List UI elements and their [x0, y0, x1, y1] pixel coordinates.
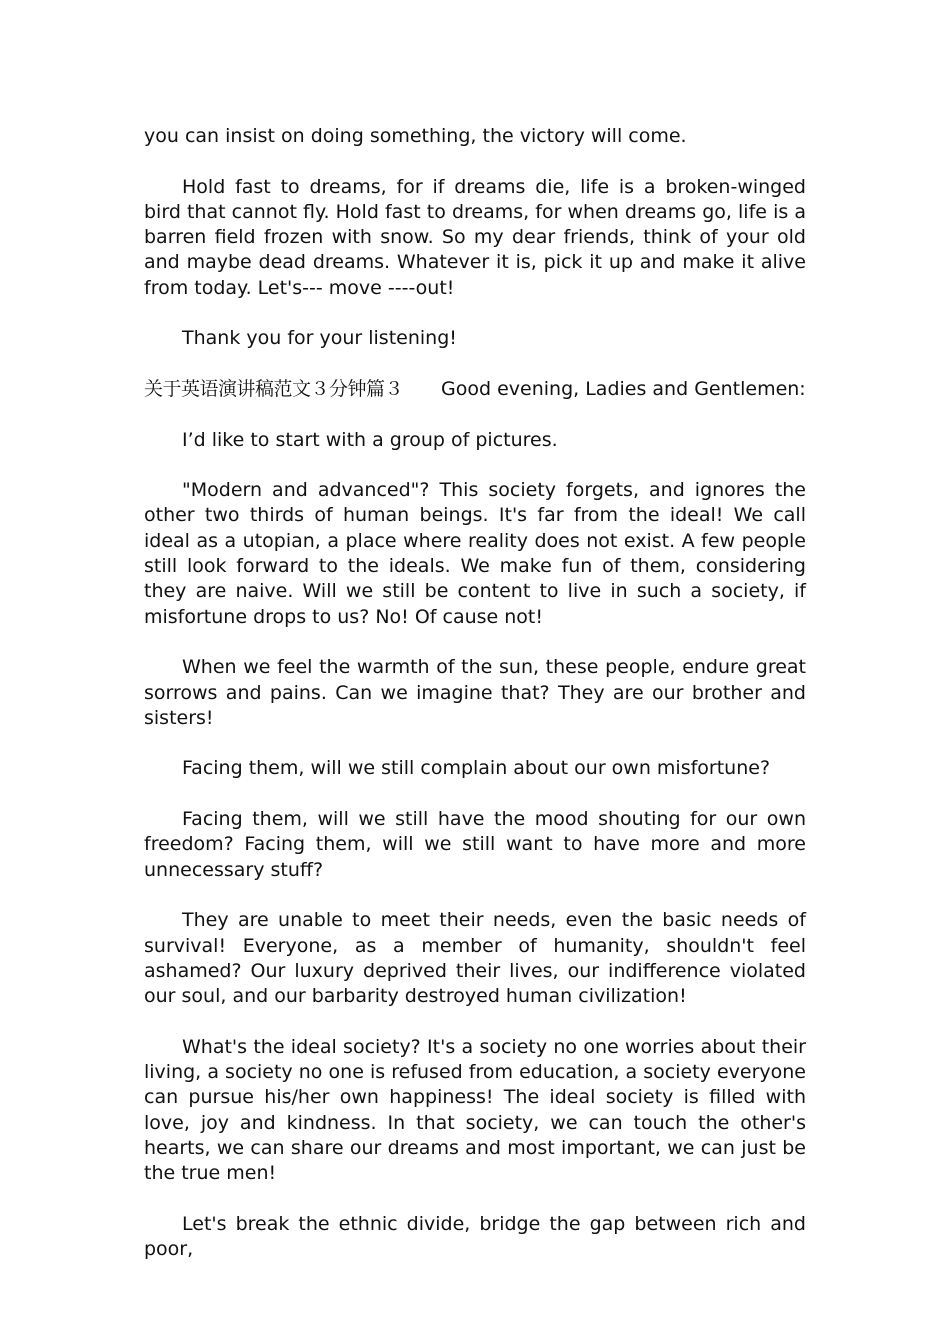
paragraph-facing-freedom: Facing them, will we still have the mood shouting for our own freedom? Facing them, will we still want to have more and more unnecessary stuff? — [144, 808, 806, 881]
paragraph-continuation: you can insist on doing something, the victory will come. — [144, 125, 687, 147]
paragraph-break-divide: Let's break the ethnic divide, bridge the gap between rich and poor, — [144, 1212, 806, 1261]
paragraph-dreams: Hold fast to dreams, for if dreams die, life is a broken-winged bird that cannot fly. Hold fast to dreams, for when dreams go, life is a barren field frozen with snow. So my dear friends, think of your old and maybe dead dreams. Whatever it is, pick it up and make it alive from today. Let's--- move ----out! — [144, 175, 806, 299]
greeting: Good evening, Ladies and Gentlemen: — [441, 377, 806, 400]
paragraph-modern: "Modern and advanced"? This society forgets, and ignores the other two thirds of human beings. It's far from the ideal! We call ideal as a utopian, a place where reality does not exist. A few people still look forward to the ideals. We make fun of them, considering they are naive. Will we still be content to live in such a society, if misfortune drops to us? No! Of cause not! — [144, 479, 806, 628]
paragraph-pictures: I’d like to start with a group of pictures. — [182, 428, 558, 451]
paragraph-warmth: When we feel the warmth of the sun, these people, endure great sorrows and pains. Can we imagine that? They are our brother and sisters! — [144, 656, 806, 729]
section-heading-line — [144, 377, 806, 402]
paragraph-facing-misfortune: Facing them, will we still complain about our own misfortune? — [182, 757, 771, 780]
document-page — [144, 124, 806, 1262]
paragraph-needs: They are unable to meet their needs, even the basic needs of survival! Everyone, as a member of humanity, shouldn't feel ashamed? Our luxury deprived their lives, our indifference violated our soul, and our barbarity destroyed human civilization! — [144, 909, 806, 1008]
section-heading: 关于英语演讲稿范文３分钟篇３ — [144, 377, 404, 400]
paragraph-thanks: Thank you for your listening! — [182, 327, 457, 350]
paragraph-ideal-society: What's the ideal society? It's a society no one worries about their living, a society no one is refused from education, a society everyone can pursue his/her own happiness! The ideal society is filled with love, joy and kindness. In that society, we can touch the other's hearts, we can share our dreams and most important, we can just be the true men! — [144, 1035, 806, 1185]
